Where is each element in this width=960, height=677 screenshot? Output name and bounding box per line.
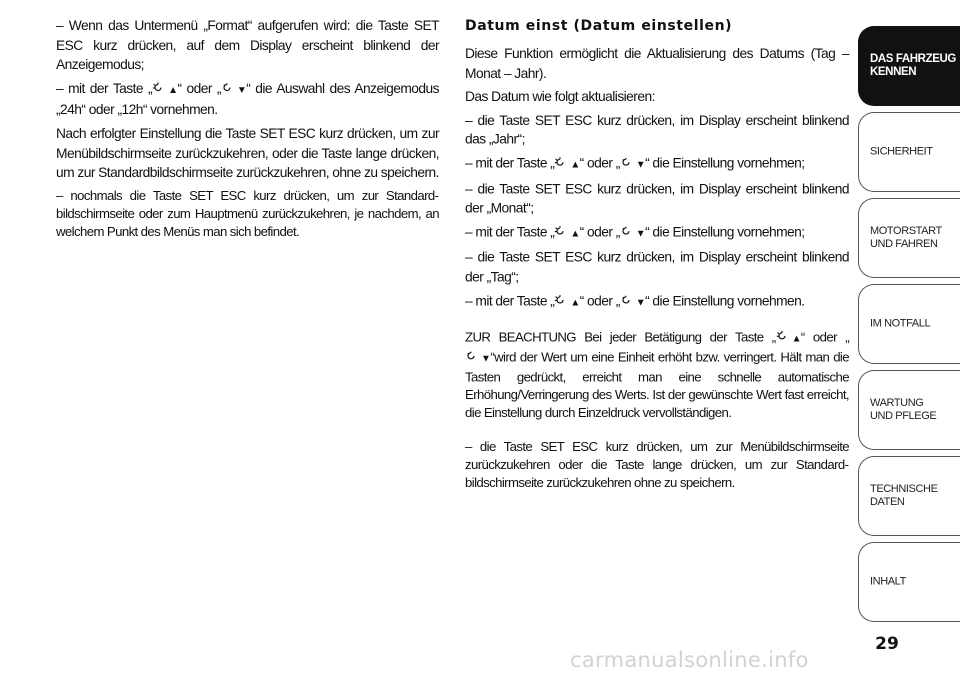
tab-inhalt[interactable]: INHALT: [858, 542, 960, 622]
chapter-tabs: [858, 16, 960, 626]
step-month-adjust: – mit der Taste „ ▲“ oder „ ▼“ die Einstellung vornehmen;: [465, 224, 805, 240]
format-selection-paragraph: – mit der Taste „ ▲“ oder „ ▼“ die Auswahl des Anzeigemodus „24h“ oder „12h“ vornehmen.: [56, 80, 439, 118]
step-year: – die Taste SET ESC kurz drücken, im Display erscheint blinkend das „Jahr“;: [465, 112, 849, 148]
tab-technische-daten[interactable]: TECHNISCHE DATEN: [858, 456, 960, 536]
step-day-adjust: – mit der Taste „ ▲“ oder „ ▼“ die Einstellung vornehmen.: [465, 292, 805, 308]
watermark: carmanualsonline.info: [570, 648, 809, 672]
step-day: – die Taste SET ESC kurz drücken, im Display erscheint blinkend der „Tag“;: [465, 249, 849, 285]
brightness-down-key-icon: ▼: [620, 293, 645, 308]
right-text-column: [465, 16, 849, 496]
brightness-up-key-icon: ▲: [554, 293, 579, 308]
tab-im-notfall[interactable]: IM NOTFALL: [858, 284, 960, 364]
brightness-up-key-icon: ▲: [776, 329, 801, 344]
brightness-up-key-icon: ▲: [554, 224, 579, 239]
step-month: – die Taste SET ESC kurz drücken, im Display erscheint blinkend der „Monat“;: [465, 181, 849, 216]
tab-das-fahrzeug-kennen[interactable]: DAS FAHRZEUG KENNEN: [858, 26, 960, 106]
left-text-column: [56, 16, 439, 245]
return-paragraph: – nochmals die Taste SET ESC kurz drücken, um zur Standardbildschirmseite oder zum Hauptmenü zurückzukehren, je nachdem, an welchem Punkt des Menüs man sich befindet.: [56, 187, 439, 239]
tab-sicherheit[interactable]: SICHERHEIT: [858, 112, 960, 192]
brightness-up-key-icon: ▲: [554, 156, 579, 171]
brightness-down-key-icon: ▼: [620, 156, 645, 171]
update-paragraph: Das Datum wie folgt aktualisieren:: [465, 89, 655, 105]
intro-paragraph: Diese Funktion ermöglicht die Aktualisierung des Datums (Tag – Monat – Jahr).: [465, 45, 849, 81]
page-number: 29: [875, 634, 899, 654]
brightness-down-key-icon: ▼: [620, 224, 645, 239]
brightness-up-key-icon: ▲: [152, 81, 177, 96]
brightness-down-key-icon: ▼: [221, 81, 246, 96]
brightness-down-key-icon: ▼: [465, 349, 490, 364]
section-heading: Datum einst (Datum einstellen): [465, 17, 733, 34]
tab-motorstart-und-fahren[interactable]: MOTORSTART UND FAHREN: [858, 198, 960, 278]
format-submenu-paragraph: – Wenn das Untermenü „Format“ aufgerufen wird: die Taste SET ESC kurz drücken, auf dem Display erscheint blinkend der Anzeigemodus;: [56, 18, 439, 73]
step-year-adjust: – mit der Taste „ ▲“ oder „ ▼“ die Einstellung vornehmen;: [465, 155, 805, 171]
final-paragraph: – die Taste SET ESC kurz drücken, um zur Menübildschirmseite zurückzukehren oder die Taste lange drücken, um zur Standardbildschirmseite zurückzukehren ohne zu speichern.: [465, 439, 849, 491]
note-paragraph: ZUR BEACHTUNG Bei jeder Betätigung der Taste „ ▲“ oder „▼“wird der Wert um eine Einheit erhöht bzw. verringert. Hält man die Tasten gedrückt, erreicht man eine schnelle automatische Erhöhung/Verringerung des Werts. Ist der gewünschte Wert fast erreicht, die Einstellung durch Einzeldruck vervollständigen.: [465, 329, 849, 421]
after-setting-paragraph: Nach erfolgter Einstellung die Taste SET ESC kurz drücken, um zur Menübildschirmseite zurückzukehren, oder die Taste lange drücken, um zur Standardbildschirmseite zurückzukehren, ohne zu speichern.: [56, 125, 439, 181]
tab-wartung-und-pflege[interactable]: WARTUNG UND PFLEGE: [858, 370, 960, 450]
